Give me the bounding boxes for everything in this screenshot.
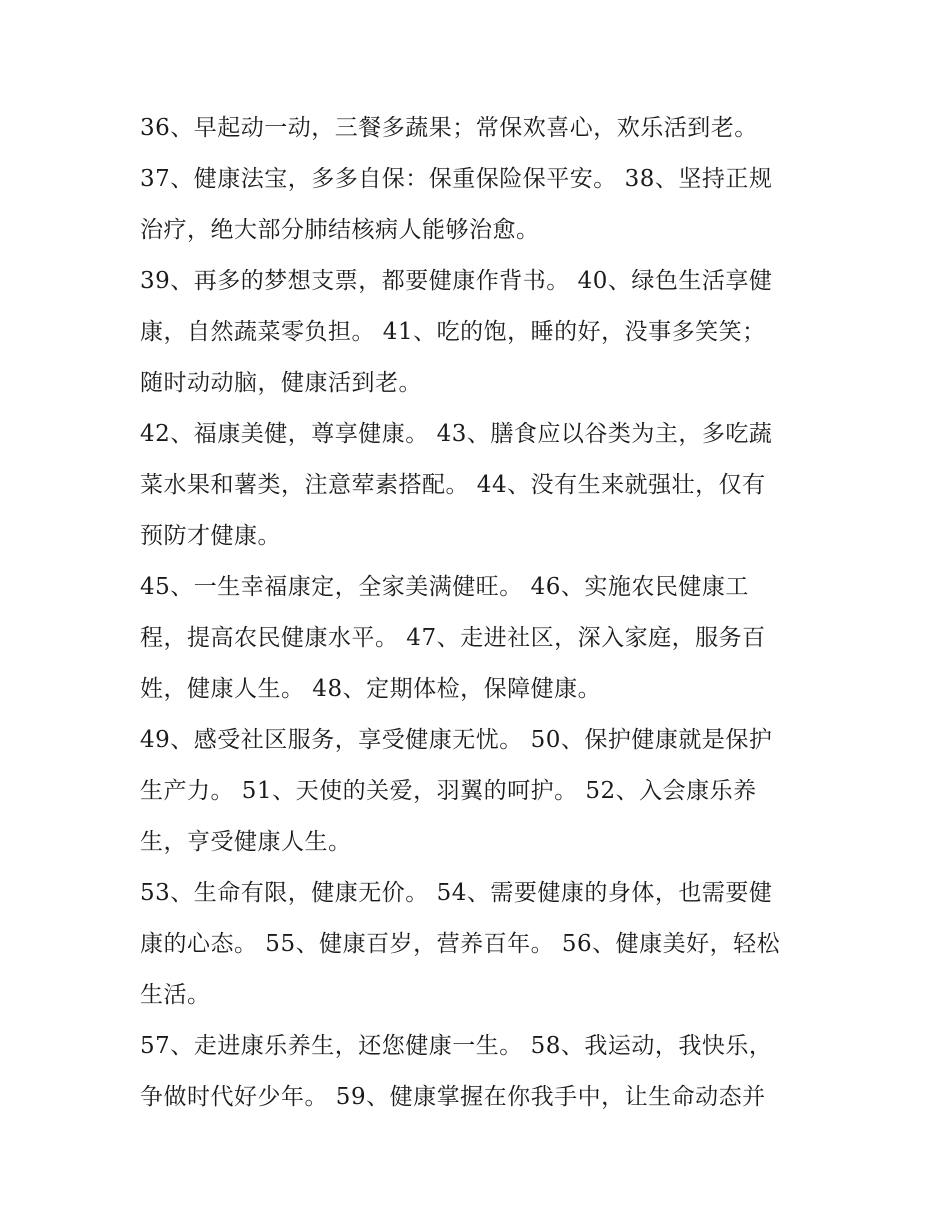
paragraph-49-52 — [140, 715, 810, 868]
text-line: 生产力。 51、天使的关爱，羽翼的呵护。 52、入会康乐养 — [140, 778, 757, 804]
text-line: 生活。 — [140, 982, 211, 1008]
document-body — [140, 103, 810, 1123]
text-line: 康，自然蔬菜零负担。 41、吃的饱，睡的好，没事多笑笑； — [140, 319, 766, 345]
text-line: 53、生命有限，健康无价。 54、需要健康的身体，也需要健 — [140, 880, 773, 906]
paragraph-53-56 — [140, 868, 810, 1021]
text-line: 预防才健康。 — [140, 523, 281, 549]
text-line: 42、福康美健，尊享健康。 43、膳食应以谷类为主，多吃蔬 — [140, 421, 773, 447]
text-line: 程，提高农民健康水平。 47、走进社区，深入家庭，服务百 — [140, 625, 766, 651]
text-line: 治疗，绝大部分肺结核病人能够治愈。 — [140, 217, 540, 243]
text-line: 姓，健康人生。 48、定期体检，保障健康。 — [140, 676, 602, 702]
text-line: 45、一生幸福康定，全家美满健旺。 46、实施农民健康工 — [140, 574, 749, 600]
paragraph-45-48 — [140, 562, 810, 715]
text-line: 康的心态。 55、健康百岁，营养百年。 56、健康美好，轻松 — [140, 931, 781, 957]
paragraph-42-44 — [140, 409, 810, 562]
text-line: 菜水果和薯类，注意荤素搭配。 44、没有生来就强壮，仅有 — [140, 472, 766, 498]
text-line: 39、再多的梦想支票，都要健康作背书。 40、绿色生活享健 — [140, 268, 773, 294]
text-line: 49、感受社区服务，享受健康无忧。 50、保护健康就是保护 — [140, 727, 773, 753]
paragraph-39-41 — [140, 256, 810, 409]
text-line: 争做时代好少年。 59、健康掌握在你我手中，让生命动态并 — [140, 1084, 766, 1110]
text-line: 57、走进康乐养生，还您健康一生。 58、我运动，我快乐， — [140, 1033, 773, 1059]
paragraph-36 — [140, 103, 810, 154]
text-line: 37、健康法宝，多多自保：保重保险保平安。 38、坚持正规 — [140, 166, 773, 192]
text-line: 生，亨受健康人生。 — [140, 829, 352, 855]
text-line: 36、早起动一动，三餐多蔬果；常保欢喜心，欢乐活到老。 — [140, 115, 758, 141]
paragraph-57-59 — [140, 1021, 810, 1123]
paragraph-37-38 — [140, 154, 810, 256]
text-line: 随时动动脑，健康活到老。 — [140, 370, 422, 396]
